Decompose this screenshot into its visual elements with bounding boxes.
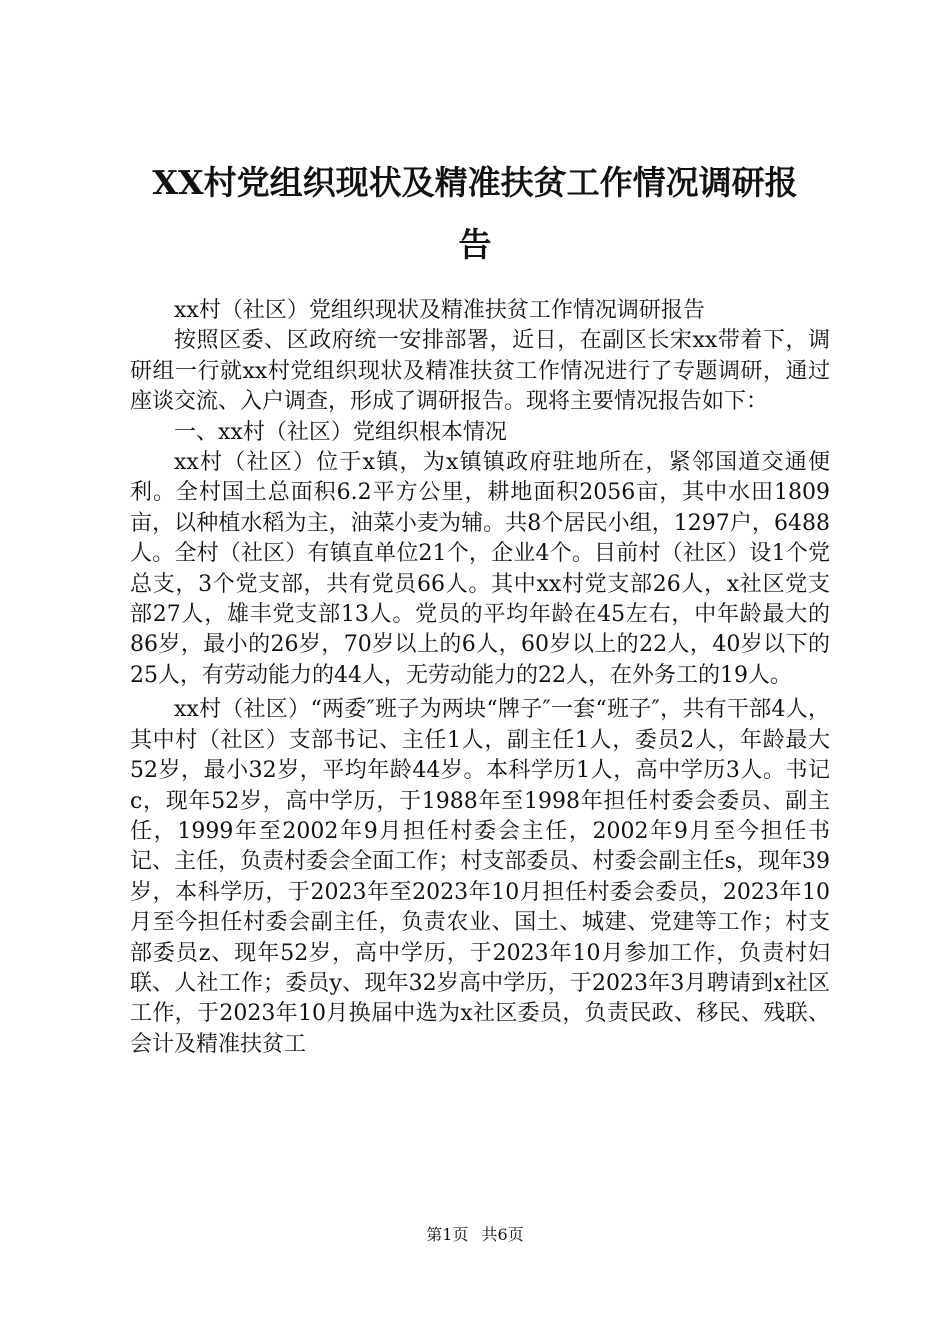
document-body <box>130 296 830 1060</box>
document-subtitle: xx村（社区）党组织现状及精准扶贫工作情况调研报告 <box>174 298 705 323</box>
paragraph-intro: 按照区委、区政府统一安排部署，近日，在副区长宋xx带着下，调研组一行就xx村党组织现状及精准扶贫工作情况进行了专题调研，通过座谈交流、入户调查，形成了调研报告。现将主要情况报告如下： <box>130 328 830 415</box>
section-heading-1: 一、xx村（社区）党组织根本情况 <box>174 419 507 445</box>
paragraph-committee: xx村（社区）“两委″班子为两块“牌子″一套“班子″，共有干部4人，其中村（社区）支部书记、主任1人，副主任1人，委员2人，年龄最大52岁，最小32岁，平均年龄44岁。本科学历1人，高中学历3人。书记c，现年52岁，高中学历，于1988年至1998年担任村委会委员、副主任，1999年至2002年9月担任村委会主任，2002年9月至今担任书记、主任，负责村委会全面工作；村支部委员、村委会副主任s，现年39岁，本科学历，于2023年至2023年10月担任村委会委员，2023年10月至今担任村委会副主任，负责农业、国土、城建、党建等工作；村支部委员z、现年52岁，高中学历，于2023年10月参加工作，负责村妇联、人社工作；委员y、现年32岁高中学历，于2023年3月聘请到x社区工作，于2023年10月换届中选为x社区委员，负责民政、移民、残联、会计及精准扶贫工 <box>130 697 830 1057</box>
page-footer <box>0 1222 950 1245</box>
document-title-line2: 告 <box>458 225 492 264</box>
page-number: 第1页 <box>426 1225 469 1244</box>
document-title-line1: XX村党组织现状及精准扶贫工作情况调研报 <box>152 163 798 202</box>
paragraph-village-overview: xx村（社区）位于x镇，为x镇镇政府驻地所在，紧邻国道交通便利。全村国土总面积6.2平方公里，耕地面积2056亩，其中水田1809亩，以种植水稻为主，油菜小麦为辅。共8个居民小组，1297户，6488人。全村（社区）有镇直单位21个，企业4个。目前村（社区）设1个党总支，3个党支部，共有党员66人。其中xx村党支部26人，x社区党支部27人，雄丰党支部13人。党员的平均年龄在45左右，中年龄最大的86岁，最小的26岁，70岁以上的6人，60岁以上的22人，40岁以下的25人，有劳动能力的44人，无劳动能力的22人，在外务工的19人。 <box>130 450 830 688</box>
page-total: 共6页 <box>481 1225 524 1244</box>
